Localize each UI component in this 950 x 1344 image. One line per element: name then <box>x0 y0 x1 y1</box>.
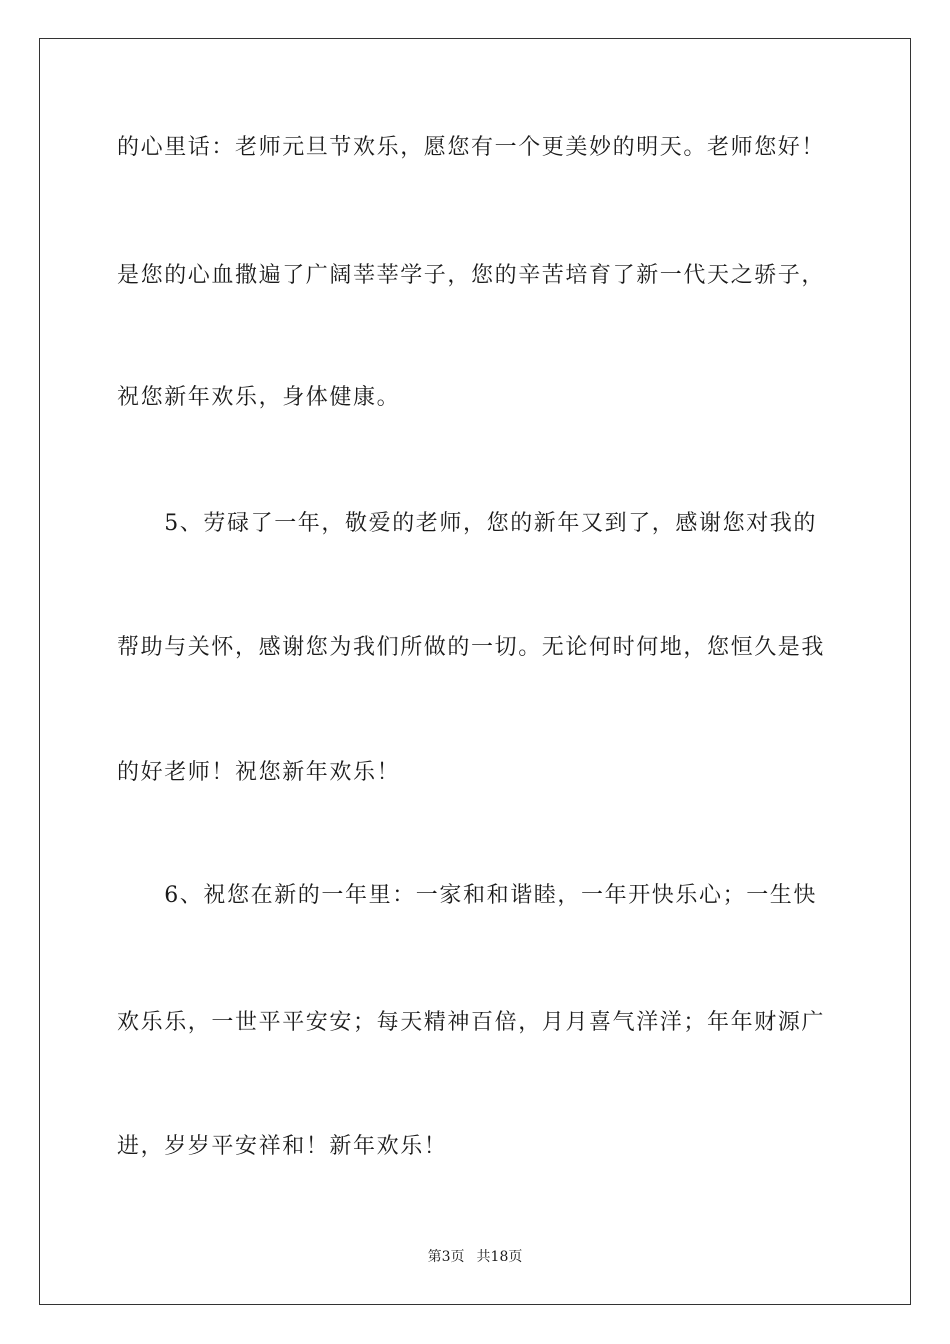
page-number: 第3页 <box>427 1249 465 1265</box>
page-border <box>39 38 911 1305</box>
text-line-4: 5、劳碌了一年，敬爱的老师，您的新年又到了，感谢您对我的 <box>117 511 817 536</box>
text-line-8: 欢乐乐，一世平平安安；每天精神百倍，月月喜气洋洋；年年财源广 <box>117 1010 826 1035</box>
text-line-1: 的心里话：老师元旦节欢乐，愿您有一个更美妙的明天。老师您好！ <box>117 135 826 160</box>
text-line-6: 的好老师！祝您新年欢乐！ <box>117 760 401 785</box>
page-footer <box>0 1248 950 1266</box>
text-line-3: 祝您新年欢乐，身体健康。 <box>117 385 401 410</box>
text-line-9: 进，岁岁平安祥和！新年欢乐！ <box>117 1134 448 1159</box>
text-line-2: 是您的心血撒遍了广阔莘莘学子，您的辛苦培育了新一代天之骄子， <box>117 263 826 288</box>
page-total: 共18页 <box>476 1249 523 1265</box>
text-line-7: 6、祝您在新的一年里：一家和和谐睦，一年开快乐心；一生快 <box>117 883 817 908</box>
text-line-5: 帮助与关怀，感谢您为我们所做的一切。无论何时何地，您恒久是我 <box>117 635 826 660</box>
